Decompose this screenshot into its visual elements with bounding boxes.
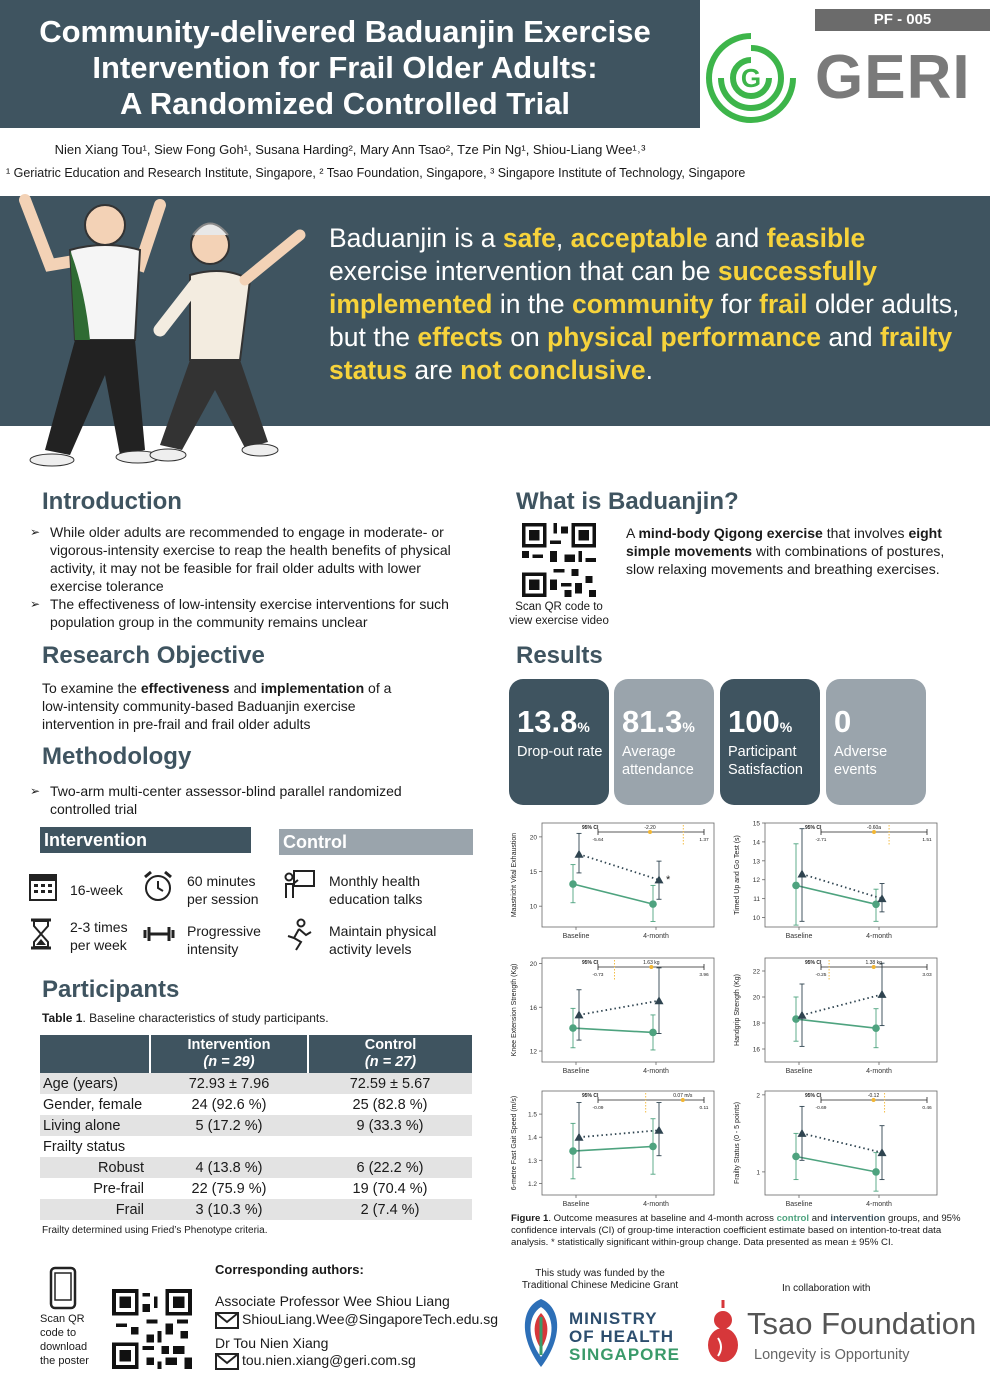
list-item: ➢ While older adults are recommended to engage in moderate- or vigorous-intensity exercise to reap the health benefits of physical activity, it may not be feasible for frail older adults with lower exercise tolerance xyxy=(30,523,475,595)
ci-upper-label: 1.37 xyxy=(699,838,709,843)
control-point xyxy=(792,1153,800,1161)
y-tick-label: 20 xyxy=(529,834,537,842)
y-axis-label: Frailty Status (0 - 5 points) xyxy=(734,1101,741,1185)
email-icon xyxy=(215,1353,239,1370)
table-footnote: Frailty determined using Fried’s Phenotype criteria. xyxy=(42,1225,268,1236)
geri-logo-icon xyxy=(703,30,799,126)
ci-estimate-label: -2.20 xyxy=(644,825,656,831)
table-header xyxy=(40,1035,150,1073)
y-tick-label: 20 xyxy=(529,960,537,968)
collab-note: In collaboration with xyxy=(782,1283,871,1294)
control-point xyxy=(872,1168,880,1176)
table-cell: Pre-frail xyxy=(93,1180,144,1197)
ci-lower-label: -2.71 xyxy=(815,838,827,843)
affiliations: ¹ Geriatric Education and Research Institute, Singapore, ² Tsao Foundation, Singapore, ³ Singapore Institute of Technology, Singapore xyxy=(6,166,746,180)
intervention-point xyxy=(798,1011,807,1019)
y-tick-label: 10 xyxy=(529,903,537,911)
highlight-text: frailty status xyxy=(329,322,953,385)
phone-icon xyxy=(48,1266,78,1310)
table-cell: 2 (7.4 %) xyxy=(308,1199,472,1220)
methodology-list xyxy=(30,782,450,818)
intervention-point xyxy=(655,875,664,883)
table-cell: 72.59 ± 5.67 xyxy=(308,1073,472,1094)
y-tick-label: 1.5 xyxy=(527,1111,537,1119)
highlight-text: physical performance xyxy=(547,322,821,352)
table-cell: 72.93 ± 7.96 xyxy=(150,1073,308,1094)
qr-code-icon xyxy=(522,523,596,597)
running-person-icon xyxy=(284,918,314,952)
calendar-icon xyxy=(28,870,58,902)
control-series-line xyxy=(573,1028,653,1032)
table-cell: 5 (17.2 %) xyxy=(150,1115,308,1136)
table-cell: 25 (82.8 %) xyxy=(352,1096,428,1113)
plot-frailty-status xyxy=(729,1083,944,1213)
ci-estimate-label: 1.63 kg xyxy=(643,960,660,966)
message-text: and xyxy=(821,322,880,352)
y-tick-label: 13 xyxy=(752,858,760,866)
table-cell: 3 (10.3 %) xyxy=(150,1199,308,1220)
message-text: are xyxy=(407,355,461,385)
y-axis-label: Knee Extension Strength (Kg) xyxy=(511,963,518,1057)
highlight-text: successfully implemented xyxy=(329,256,877,319)
y-tick-label: 10 xyxy=(752,915,760,923)
highlight-text: not conclusive xyxy=(460,355,646,385)
table-row xyxy=(40,1199,472,1220)
figure-caption: Figure 1. Outcome measures at baseline and 4-month across control and intervention groups, and 95% confidence intervals (CI) of group-time interaction coefficient estimate based on intention-to-treat data analysis. * statistically significant within-group change. Data presented as mean ± 95% CI. xyxy=(511,1213,961,1248)
table-cell: 6 (22.2 %) xyxy=(308,1157,472,1178)
x-tick-label: Baseline xyxy=(785,933,813,940)
highlight-text: safe xyxy=(502,223,556,253)
plot-handgrip xyxy=(729,950,944,1080)
intervention-duration: 16-week xyxy=(70,882,123,898)
y-axis-label: Maastricht Vital Exhaustion xyxy=(511,832,518,918)
ci-lower-label: -0.09 xyxy=(592,1106,604,1111)
control-point xyxy=(792,882,800,890)
table-cell: 4 (13.8 %) xyxy=(150,1157,308,1178)
x-tick-label: Baseline xyxy=(785,1201,813,1208)
table-row xyxy=(40,1115,472,1136)
ci-lower-label: -0.73 xyxy=(592,973,604,978)
x-tick-label: 4-month xyxy=(866,1068,892,1075)
intervention-point xyxy=(878,894,887,902)
table-row xyxy=(40,1178,472,1199)
control-series-line xyxy=(796,885,876,904)
author-list: Nien Xiang Tou¹, Siew Fong Goh¹, Susana Harding², Mary Ann Tsao², Tze Pin Ng¹, Shiou-Liang Wee¹˒³ xyxy=(54,142,646,157)
control-point xyxy=(569,1024,577,1032)
contact-name: Associate Professor Wee Shiou Liang xyxy=(215,1293,450,1309)
message-text: older adults, but the xyxy=(329,289,960,352)
poster-title: Community-delivered Baduanjin Exercise Intervention for Frail Older Adults: A Randomized Controlled Trial xyxy=(39,14,651,121)
message-text: . xyxy=(645,355,654,385)
video-qr-code[interactable] xyxy=(522,523,596,597)
ci-label: 95% CI xyxy=(582,825,599,831)
y-tick-label: 1 xyxy=(756,1169,760,1177)
y-tick-label: 16 xyxy=(529,1004,537,1012)
presentation-icon xyxy=(282,868,316,900)
intervention-point xyxy=(655,996,664,1004)
objective-title: Research Objective xyxy=(42,642,265,669)
plot-frame xyxy=(765,958,937,1062)
y-tick-label: 1.2 xyxy=(527,1180,537,1188)
stat-card-adverse-events: 0 Adverse events xyxy=(826,679,926,805)
geri-logo-text: GERI xyxy=(815,43,971,112)
intervention-header: Intervention xyxy=(40,827,251,853)
plot-vital-exhaustion xyxy=(506,815,721,945)
table-caption: Table 1. Baseline characteristics of study participants. xyxy=(42,1011,329,1025)
ci-label: 95% CI xyxy=(805,1093,822,1099)
highlight-text: effects xyxy=(417,322,503,352)
tsao-tagline: Longevity is Opportunity xyxy=(754,1347,910,1363)
ci-estimate-label: -0.12 xyxy=(867,1093,880,1099)
y-tick-label: 15 xyxy=(529,869,537,877)
control-point xyxy=(792,1015,800,1023)
intervention-point xyxy=(575,850,584,858)
y-tick-label: 16 xyxy=(752,1046,760,1054)
y-tick-label: 20 xyxy=(752,994,760,1002)
intervention-series-line xyxy=(802,1133,882,1152)
moh-crest-icon xyxy=(516,1297,566,1369)
table-header: Intervention (n = 29) xyxy=(150,1035,308,1073)
alarm-clock-icon xyxy=(141,869,175,903)
highlight-text: acceptable xyxy=(570,223,708,253)
baduanjin-title: What is Baduanjin? xyxy=(516,488,739,515)
intervention-series-line xyxy=(579,854,659,880)
control-series-line xyxy=(796,1156,876,1171)
control-point xyxy=(872,1024,880,1032)
control-point xyxy=(649,900,657,908)
intervention-point xyxy=(575,1010,584,1018)
intervention-series-line xyxy=(802,994,882,1015)
x-tick-label: 4-month xyxy=(643,1068,669,1075)
message-text: for xyxy=(713,289,760,319)
highlight-text: community xyxy=(572,289,714,319)
email-icon xyxy=(215,1312,239,1329)
control-series-line xyxy=(573,1146,653,1151)
x-tick-label: Baseline xyxy=(785,1068,813,1075)
participants-title: Participants xyxy=(42,976,180,1003)
plot-frame xyxy=(765,1091,937,1195)
table-cell: 19 (70.4 %) xyxy=(352,1180,428,1197)
table-cell: Gender, female xyxy=(43,1096,143,1113)
funding-note: This study was funded by the Traditional Chinese Medicine Grant xyxy=(521,1268,679,1291)
objective-text: To examine the effectiveness and implementation of a low-intensity community-based Baduanjin exercise intervention in pre-frail and frail older adults xyxy=(42,680,392,732)
ci-label: 95% CI xyxy=(582,960,599,966)
message-text: and xyxy=(707,223,767,253)
table-cell: Frail xyxy=(40,1199,150,1220)
stat-card-attendance: 81.3% Average attendance xyxy=(614,679,714,805)
x-tick-label: 4-month xyxy=(866,1201,892,1208)
hourglass-icon xyxy=(28,918,54,950)
ci-lower-label: -5.64 xyxy=(592,838,604,843)
baduanjin-description: A mind-body Qigong exercise that involves eight simple movements with combinations of postures, slow relaxing movements and breathing exercises. xyxy=(626,525,945,577)
intensity: Progressive intensity xyxy=(187,923,261,957)
ci-label: 95% CI xyxy=(582,1093,599,1099)
plot-frame xyxy=(542,1091,714,1195)
x-tick-label: 4-month xyxy=(643,1201,669,1208)
contact-email[interactable]: ShiouLiang.Wee@SingaporeTech.edu.sg xyxy=(242,1311,499,1327)
y-tick-label: 1.3 xyxy=(527,1157,537,1165)
y-tick-label: 2 xyxy=(756,1092,760,1100)
baseline-table xyxy=(40,1035,472,1220)
table-cell: Age (years) xyxy=(40,1073,150,1094)
intervention-point xyxy=(878,990,887,998)
control-point xyxy=(569,880,577,888)
ci-estimate-label: -0.60a xyxy=(866,825,882,831)
tsao-gourd-icon xyxy=(706,1298,740,1364)
x-tick-label: Baseline xyxy=(562,1068,590,1075)
ci-upper-label: 0.46 xyxy=(922,1106,932,1111)
ci-estimate-label: 1.38 kg xyxy=(865,960,882,966)
control-point xyxy=(649,1029,657,1037)
y-tick-label: 12 xyxy=(529,1048,537,1056)
y-tick-label: 22 xyxy=(752,968,760,976)
table-header: Control (n = 27) xyxy=(308,1035,472,1073)
contacts-title: Corresponding authors: xyxy=(215,1262,364,1277)
ci-lower-label: -0.69 xyxy=(815,1106,827,1111)
plot-frame xyxy=(542,823,714,927)
message-text: , xyxy=(555,223,571,253)
message-text: in the xyxy=(492,289,573,319)
ci-label: 95% CI xyxy=(805,825,822,831)
y-axis-label: Handgrip Strength (Kg) xyxy=(734,974,741,1046)
video-qr-caption: Scan QR code to view exercise video xyxy=(509,601,609,627)
ci-label: 95% CI xyxy=(805,960,822,966)
ci-upper-label: 3.96 xyxy=(699,973,709,978)
stat-card-dropout: 13.8% Drop-out rate xyxy=(509,679,609,805)
key-message-text xyxy=(329,222,969,387)
svg-text:G: G xyxy=(740,63,762,93)
y-axis-label: Timed Up and Go Test (s) xyxy=(734,835,741,915)
plot-gait-speed xyxy=(506,1083,721,1213)
y-tick-label: 15 xyxy=(752,820,760,828)
session-frequency: 2-3 times per week xyxy=(70,919,128,953)
intervention-point xyxy=(798,1129,807,1137)
intervention-point xyxy=(878,1148,887,1156)
control-education: Monthly health education talks xyxy=(329,873,423,907)
stat-card-satisfaction: 100% Participant Satisfaction xyxy=(720,679,820,805)
table-cell: 9 (33.3 %) xyxy=(308,1115,472,1136)
table-cell: 22 (75.9 %) xyxy=(191,1180,267,1197)
highlight-text: frail xyxy=(759,289,808,319)
table-cell: Frailty status xyxy=(43,1138,126,1155)
poster-qr-code[interactable] xyxy=(112,1289,192,1369)
introduction-list xyxy=(30,523,475,631)
x-tick-label: Baseline xyxy=(562,933,590,940)
highlight-text: feasible xyxy=(766,223,866,253)
message-text: Baduanjin is a xyxy=(329,223,503,253)
plot-timed-up-go xyxy=(729,815,944,945)
contact-name: Dr Tou Nien Xiang xyxy=(215,1335,329,1351)
table-cell xyxy=(150,1136,308,1157)
table-row xyxy=(40,1094,472,1115)
results-title: Results xyxy=(516,642,603,669)
y-tick-label: 1.4 xyxy=(527,1134,537,1142)
y-tick-label: 14 xyxy=(752,839,760,847)
plot-frame xyxy=(765,823,937,927)
table-row xyxy=(40,1157,472,1178)
plot-knee-extension xyxy=(506,950,721,1080)
table-row xyxy=(40,1136,472,1157)
dumbbell-icon xyxy=(141,918,177,950)
control-activity: Maintain physical activity levels xyxy=(329,923,437,957)
ci-estimate-label: 0.07 m/s xyxy=(673,1093,693,1099)
y-tick-label: 12 xyxy=(752,877,760,885)
ci-upper-label: 3.03 xyxy=(922,973,932,978)
control-point xyxy=(569,1147,577,1155)
list-item: ➢ The effectiveness of low-intensity exercise interventions for such population group in the community remains unclear xyxy=(30,595,475,631)
control-series-line xyxy=(573,884,653,904)
qr-code-icon xyxy=(112,1289,192,1369)
table-cell: 24 (92.6 %) xyxy=(191,1096,267,1113)
contact-email[interactable]: tou.nien.xiang@geri.com.sg xyxy=(242,1352,416,1368)
introduction-title: Introduction xyxy=(42,488,182,515)
message-text: on xyxy=(502,322,548,352)
control-series-line xyxy=(796,1019,876,1028)
moh-logo-text: MINISTRY OF HEALTH SINGAPORE xyxy=(569,1309,681,1364)
table-row xyxy=(40,1073,472,1094)
x-tick-label: 4-month xyxy=(643,933,669,940)
ci-upper-label: 1.51 xyxy=(922,838,932,843)
intervention-series-line xyxy=(579,1001,659,1015)
list-item: ➢ Two-arm multi-center assessor-blind parallel randomized controlled trial xyxy=(30,782,450,818)
x-tick-label: Baseline xyxy=(562,1201,590,1208)
y-tick-label: 11 xyxy=(753,896,760,904)
intervention-point xyxy=(575,1133,584,1141)
table-cell: Living alone xyxy=(40,1115,150,1136)
y-tick-label: 18 xyxy=(752,1020,760,1028)
table-cell xyxy=(308,1136,472,1157)
x-tick-label: 4-month xyxy=(866,933,892,940)
significance-star: * xyxy=(666,873,671,886)
poster-id-badge: PF - 005 xyxy=(815,9,990,31)
message-text: exercise intervention that can be xyxy=(329,256,718,286)
control-point xyxy=(649,1143,657,1151)
poster-qr-caption: Scan QR code to download the poster xyxy=(40,1313,89,1367)
ci-upper-label: 0.11 xyxy=(699,1106,709,1111)
intervention-series-line xyxy=(802,874,882,899)
y-axis-label: 6-metre Fast Gait Speed (m/s) xyxy=(511,1095,518,1191)
plot-frame xyxy=(542,958,714,1062)
exercising-seniors-illustration xyxy=(10,190,310,475)
tsao-logo-text: Tsao Foundation xyxy=(747,1306,977,1341)
intervention-point xyxy=(798,870,807,878)
control-header: Control xyxy=(279,829,473,855)
intervention-series-line xyxy=(579,1130,659,1137)
methodology-title: Methodology xyxy=(42,743,192,770)
session-length: 60 minutes per session xyxy=(187,873,259,907)
table-cell: Robust xyxy=(40,1157,150,1178)
ci-lower-label: -0.25 xyxy=(815,973,827,978)
